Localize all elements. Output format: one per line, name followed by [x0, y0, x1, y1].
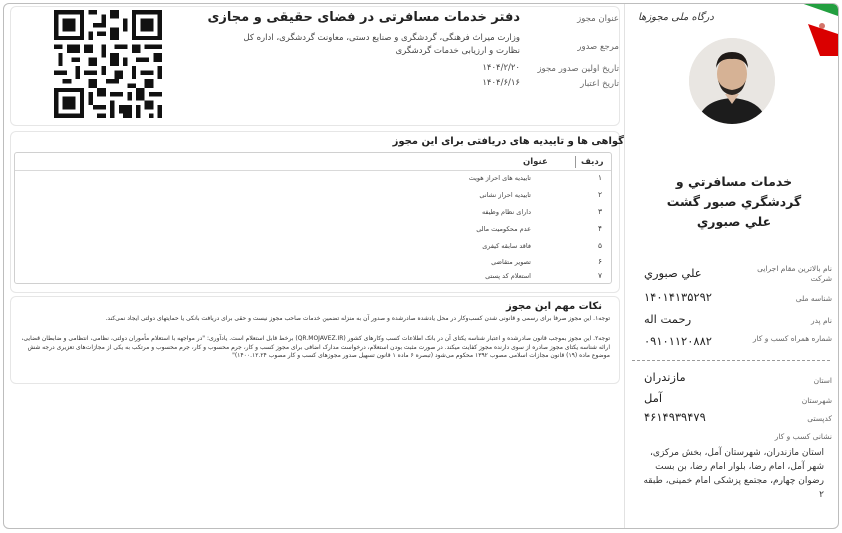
business-name-line-1: خدمات مسافرتي و [675, 174, 793, 189]
license-type-label: عنوان مجوز [577, 14, 619, 24]
profile-divider [632, 360, 830, 361]
validity-date-value: ۱۴۰۴/۶/۱۶ [482, 78, 520, 88]
column-separator [624, 4, 625, 528]
issuer-value: وزارت میراث فرهنگی، گردشگری و صنایع دستی، معاونت گردشگری، اداره کل نظارت و ارزیابی خدمات گردشگری [243, 33, 520, 56]
row-title: عدم محکومیت مالی [476, 225, 531, 233]
header-divider [15, 170, 611, 171]
city-value: آمل [644, 391, 663, 405]
avatar [689, 38, 775, 124]
row-title: دارای نظام وظیفه [481, 208, 531, 216]
business-name-line-2: گردشگري صبور گشت [666, 194, 802, 209]
city-label: شهرستان [801, 396, 832, 405]
province-label: استان [813, 376, 832, 385]
father-name-label: نام پدر [810, 316, 832, 325]
postal-code-label: کدپستی [807, 414, 832, 423]
national-id-value: ۱۴۰۱۴۱۳۵۲۹۲ [644, 290, 712, 304]
col-divider [575, 156, 576, 168]
first-issue-date-value: ۱۴۰۴/۲/۲۰ [482, 63, 520, 73]
row-number: ۳ [597, 207, 603, 216]
row-title: فاقد سابقه کیفری [482, 242, 531, 250]
row-title: تصویر متقاضی [491, 258, 531, 266]
row-number: ۴ [597, 224, 603, 233]
col-title-header: عنوان [523, 157, 548, 167]
validity-date-label: تاریخ اعتبار [580, 79, 619, 89]
mobile-label: شماره همراه کسب و کار [752, 334, 832, 343]
approvals-table [14, 152, 612, 284]
license-title: دفتر خدمات مسافرتی در فضای حقیقی و مجازی [207, 10, 520, 25]
national-id-label: شناسه ملی [795, 294, 832, 303]
approvals-title: گواهی ها و تاییدیه های دریافتی برای این مجوز [392, 136, 624, 147]
row-number: ۲ [597, 190, 603, 199]
note-2: توجه۲. این مجوز بموجب قانون صادرشده و اعتبار شناسه یکتای آن در بانک اطلاعات کسب وکارهای کشور (QR.MOJAVEZ.IR) برخط قابل استعلام است. یادآوری: "در مواجهه با استعلام مأموران دولتی، نظامی، انتظامی و ضابطان قضایی، ارائه شناسه یکتای مجوز صادره از سوی دارنده مجوز کفایت میکند. در صورت مثبت بودن استعلام، درخواست مدارک اضافی برای مجوز کسب و کار، جرم محسوب و کار، جرم محسوب و مرتکب به یکی از مجازات‌های تعزیری درجه شش موضوع ماده (۱۹) قانون مجازات اسلامی مصوب ۱۳۹۲ محکوم می‌شود (تبصره ۶ ماده ۱ قانون تسهیل صدور مجوزهای کسب و کار مصوب ۱۴۰۰.۱۲.۲۴)" [21, 335, 610, 359]
license-page [3, 3, 839, 529]
ceo-label: نام بالاترین مقام اجرایی شرکت [757, 264, 832, 283]
province-value: مازندران [644, 370, 686, 384]
row-number: ۵ [597, 241, 603, 250]
mobile-value: ۰۹۱۰۱۱۲۰۸۸۲ [644, 334, 712, 348]
issuer-label: مرجع صدور [577, 42, 619, 52]
col-number-header: ردیف [581, 157, 604, 167]
row-title: تاییدیه احراز نشانی [479, 191, 531, 199]
notes-title: نکات مهم این مجوز [505, 301, 602, 312]
row-number: ۱ [597, 173, 603, 182]
iran-flag-icon [760, 4, 838, 56]
postal-code-value: ۴۶۱۴۹۳۹۴۷۹ [644, 410, 706, 424]
qr-code[interactable] [54, 10, 162, 118]
address-value: استان مازندران، شهرستان آمل، بخش مرکزی، شهر آمل، امام رضا، بلوار امام رضا، بن بست رضوان چهارم، مجتمع پزشکی امام خمینی، طبقه ۲ [643, 448, 824, 500]
row-title: استعلام کد پستی [485, 272, 531, 280]
first-issue-date-label: تاریخ اولین صدور مجوز [537, 64, 619, 74]
row-title: تاییدیه های احراز هویت [468, 174, 531, 182]
business-name-line-3: علي صبوري [696, 214, 772, 229]
portal-logo: درگاه ملی مجوزها [638, 12, 714, 23]
row-number: ۷ [597, 271, 603, 280]
ceo-value: علي صبوري [644, 266, 702, 280]
address-label: نشانی کسب و کار [774, 432, 832, 441]
note-1: توجه۱. این مجوز صرفا برای رسمی و قانونی شدن کسب‌وکار در محل یادشده صادرشده و صدور آن به منزله تضمین خدمات صاحب مجوز نیست و حقی برای دریافت بانکی یا حمایتهای دولتی ایجاد نمی‌کند. [105, 315, 610, 322]
father-name-value: رحمت اله [644, 312, 692, 326]
row-number: ۶ [597, 257, 603, 266]
